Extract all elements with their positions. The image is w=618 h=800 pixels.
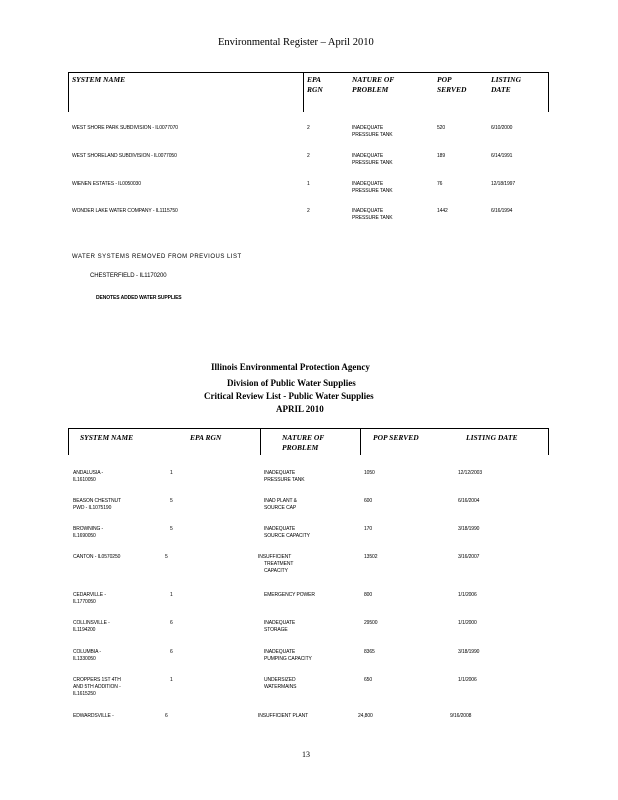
- table1-pop: 76: [437, 181, 443, 187]
- table2-nature-line1: INADEQUATE: [264, 526, 296, 532]
- table1-header-date: DATE: [491, 85, 511, 94]
- table2-system-name: CROPPERS 1ST 4TH: [73, 677, 121, 683]
- table1-rgn: 2: [307, 125, 310, 131]
- table1-nature-line2: PRESSURE TANK: [352, 215, 393, 221]
- table2-system-id: IL1194200: [73, 627, 96, 633]
- table2-pop: 170: [364, 526, 373, 532]
- table2-header-pop-served: POP SERVED: [373, 433, 419, 442]
- table1-rgn: 2: [307, 153, 310, 159]
- table2-pop: 1050: [364, 470, 375, 476]
- table2-nature-line1: INAD PLANT &: [264, 498, 297, 504]
- table1-nature-line1: INADEQUATE: [352, 153, 384, 159]
- table2-header-problem: PROBLEM: [282, 443, 319, 452]
- table2-nature-line1: INSUFFICIENT PLANT: [258, 713, 309, 719]
- table2-system-id: PWD - IL1075190: [73, 505, 112, 511]
- table1-system-name: WEST SHORELAND SUBDIVISION - IL0077050: [72, 153, 177, 159]
- removed-heading: WATER SYSTEMS REMOVED FROM PREVIOUS LIST: [72, 254, 242, 260]
- table1-system-name: WIENEN ESTATES - IL0050030: [72, 181, 141, 187]
- table1-header-pop: POP: [437, 75, 452, 84]
- table1-nature-line2: PRESSURE TANK: [352, 188, 393, 194]
- removed-item: CHESTERFIELD - IL1170200: [90, 273, 167, 279]
- table1-header-problem: PROBLEM: [352, 85, 389, 94]
- list-date: APRIL 2010: [276, 404, 324, 414]
- table2-rgn: 6: [170, 620, 173, 626]
- table2-date: 6/16/2004: [458, 498, 480, 504]
- table2-header-nature: NATURE OF: [282, 433, 325, 442]
- table1-header-epa: EPA: [307, 75, 322, 84]
- table1-header-rgn: RGN: [307, 85, 323, 94]
- table2-system-name: BEASON CHESTNUT: [73, 498, 121, 504]
- table1-header-listing: LISTING: [491, 75, 522, 84]
- table2-rgn: 1: [170, 470, 173, 476]
- table2-nature-line1: EMERGENCY POWER: [264, 592, 315, 598]
- page-header-title: Environmental Register – April 2010: [218, 37, 374, 48]
- table2-rgn: 1: [170, 592, 173, 598]
- table1-pop: 189: [437, 153, 446, 159]
- table2-nature-line2: TREATMENT: [264, 561, 294, 567]
- table2-pop: 13502: [364, 554, 378, 560]
- table1-nature-line2: PRESSURE TANK: [352, 160, 393, 166]
- table2-system-name: EDWARDSVILLE -: [73, 713, 114, 719]
- table2-system-name: ANDALUSIA -: [73, 470, 104, 476]
- table2-pop: 800: [364, 592, 373, 598]
- table2-pop: 600: [364, 498, 373, 504]
- table2-system-id: IL1615250: [73, 691, 96, 697]
- table2-date: 1/1/2006: [458, 592, 477, 598]
- table2-rgn: 5: [165, 554, 168, 560]
- table2-nature-line1: UNDERSIZED: [264, 677, 296, 683]
- table2-system-id: IL1330050: [73, 656, 96, 662]
- table1-nature-line1: INADEQUATE: [352, 125, 384, 131]
- table2-system-id: IL1770050: [73, 599, 96, 605]
- table2-nature-line2: PRESSURE TANK: [264, 477, 305, 483]
- table1-system-name: WEST SHORE PARK SUBDIVISION - IL0077070: [72, 125, 178, 131]
- table1-nature-line1: INADEQUATE: [352, 181, 384, 187]
- table2-system-name: COLUMBIA -: [73, 649, 101, 655]
- table2-nature-line2: WATERMAINS: [264, 684, 297, 690]
- table2-date: 9/16/2008: [450, 713, 472, 719]
- table1-header-served: SERVED: [437, 85, 467, 94]
- table2-pop: 24,800: [358, 713, 373, 719]
- table2-nature-line1: INADEQUATE: [264, 649, 296, 655]
- table2-nature-line2: SOURCE CAPACITY: [264, 533, 310, 539]
- table2-nature-line2: STORAGE: [264, 627, 288, 633]
- table2-nature-line3: CAPACITY: [264, 568, 288, 574]
- page-number: 13: [302, 750, 310, 759]
- table1-date: 6/10/2000: [491, 125, 513, 131]
- table1-nature-line1: INADEQUATE: [352, 208, 384, 214]
- table2-date: 12/12/2003: [458, 470, 483, 476]
- table1-nature-line2: PRESSURE TANK: [352, 132, 393, 138]
- table2-pop: 650: [364, 677, 373, 683]
- table2-header-epa-rgn: EPA RGN: [190, 433, 222, 442]
- table2-rgn: 5: [170, 526, 173, 532]
- table2-rgn: 6: [165, 713, 168, 719]
- table2-pop: 29500: [364, 620, 378, 626]
- table2-system-name: CEDARVILLE -: [73, 592, 106, 598]
- table2-system-id: IL1690050: [73, 533, 96, 539]
- table2-system-name: COLLINSVILLE -: [73, 620, 110, 626]
- table2-date: 3/16/2007: [458, 554, 480, 560]
- table2-nature-line2: PUMPING CAPACITY: [264, 656, 312, 662]
- list-title: Critical Review List - Public Water Supplies: [204, 391, 374, 401]
- table2-date: 1/1/2000: [458, 620, 477, 626]
- table1-rgn: 2: [307, 208, 310, 214]
- table1-system-name: WONDER LAKE WATER COMPANY - IL1115750: [72, 208, 178, 214]
- table2-system-id: IL1610050: [73, 477, 96, 483]
- table2-header-listing-date: LISTING DATE: [466, 433, 518, 442]
- table2-nature-line2: SOURCE CAP: [264, 505, 297, 511]
- table2-nature-line1: INADEQUATE: [264, 620, 296, 626]
- table2-header-system-name: SYSTEM NAME: [80, 433, 134, 442]
- table1-date: 12/18/1997: [491, 181, 516, 187]
- table1-rgn: 1: [307, 181, 310, 187]
- table2-system-name: BROWNING -: [73, 526, 104, 532]
- table2-nature-line1: INADEQUATE: [264, 470, 296, 476]
- table1-header-nature: NATURE OF: [352, 75, 395, 84]
- added-supplies-note: DENOTES ADDED WATER SUPPLIES: [96, 295, 182, 301]
- table1-header-system-name: SYSTEM NAME: [72, 75, 126, 84]
- table2-rgn: 6: [170, 649, 173, 655]
- table2-date: 3/18/1990: [458, 526, 480, 532]
- table2-rgn: 1: [170, 677, 173, 683]
- table2-system-name-line2: AND 5TH ADDITION -: [73, 684, 121, 690]
- table2-date: 1/1/2006: [458, 677, 477, 683]
- division-name: Division of Public Water Supplies: [227, 378, 356, 388]
- table1-pop: 520: [437, 125, 446, 131]
- table1-pop: 1442: [437, 208, 448, 214]
- table1-date: 6/14/1991: [491, 153, 513, 159]
- table2-nature-line1: INSUFFICIENT: [258, 554, 292, 560]
- table2-system-name: CANTON - IL0570250: [73, 554, 121, 560]
- table2-pop: 8365: [364, 649, 375, 655]
- agency-name: Illinois Environmental Protection Agency: [211, 362, 370, 372]
- table1-date: 6/16/1994: [491, 208, 513, 214]
- table2-rgn: 5: [170, 498, 173, 504]
- table2-date: 3/18/1990: [458, 649, 480, 655]
